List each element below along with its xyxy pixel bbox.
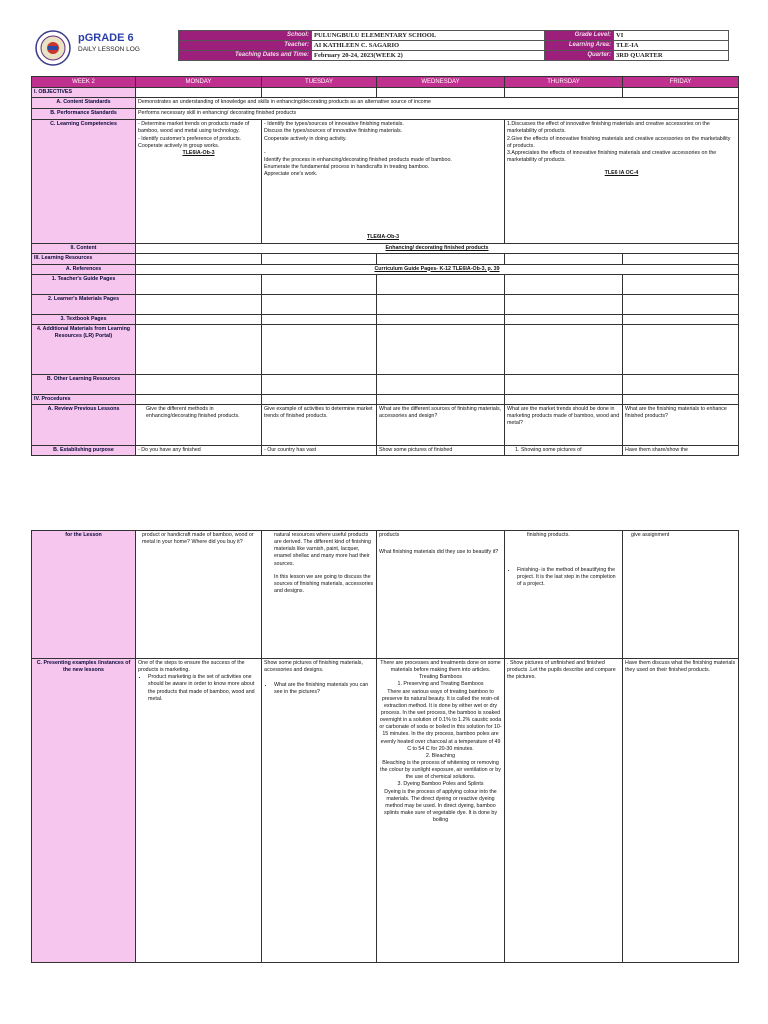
quarter-label: Quarter:: [545, 51, 614, 61]
col-week: WEEK 2: [32, 77, 136, 88]
references-text: Curriculum Guide Pages- K-12 TLE6IA-Ob-3, p. 39: [136, 264, 739, 274]
presenting-thursday: . Show pictures of unfinished and finished products .Let the pupils describe and compare the pictures.: [505, 659, 623, 963]
purpose-thursday: 1. Showing some pictures of: [505, 445, 623, 455]
header-info-table: [178, 30, 729, 61]
content-standards-text: Demonstrates an understanding of knowledge and skills in enhancing/decorating products as an alternative source of income: [136, 98, 739, 109]
purpose-monday-continued: product or handicraft made of bamboo, wood or metal in your home? Where did you buy it?: [136, 531, 262, 659]
teachers-guide-label: 1. Teacher's Guide Pages: [32, 274, 136, 294]
presenting-monday-item: • Product marketing is the set of activities one should be aware in order to know more about the products that made of bamboo, wood and metal.: [148, 674, 259, 703]
presenting-monday: [136, 659, 262, 963]
purpose-label-continued: for the Lesson: [32, 531, 136, 659]
presenting-friday: Have them discuss what the finishing materials they used on their finished products.: [623, 659, 739, 963]
col-tuesday: TUESDAY: [262, 77, 377, 88]
grade-level-label: Grade Level:: [545, 31, 614, 41]
purpose-wednesday-text: products: [379, 532, 400, 538]
content-text: Enhancing/ decorating finished products: [136, 244, 739, 254]
learning-resources-heading: III. Learning Resources: [32, 254, 136, 264]
purpose-thursday-definition: • Finishing- is the method of beautifying the project. It is the last step in the completion of a project.: [517, 567, 620, 588]
presenting-tuesday: [262, 659, 377, 963]
lesson-log-table-continued: [31, 530, 739, 963]
purpose-wednesday-text-2: What finishing materials did they use to beautify it?: [379, 549, 499, 556]
teaching-dates-label: Teaching Dates and Time:: [179, 51, 312, 61]
deped-seal-icon: [35, 30, 71, 66]
learning-area-label: Learning Area:: [545, 41, 614, 51]
purpose-thursday-text: finishing products.: [527, 532, 570, 538]
purpose-wednesday-continued: [377, 531, 505, 659]
review-thursday: What are the market trends should be done in marketing products made of bamboo, wood and metal?: [505, 404, 623, 445]
performance-standards-text: Performs necessary skill in enhancing/ decorating finished products: [136, 109, 739, 120]
purpose-tuesday: - Our country has vast: [262, 445, 377, 455]
content-label: II. Content: [32, 244, 136, 254]
review-friday: What are the finishing materials to enhance finished products?: [623, 404, 739, 445]
daily-lesson-log-label: DAILY LESSON LOG: [78, 46, 140, 53]
competency-monday-text: - Determine market trends on products made of bamboo, wood and metal using technology. - Identify customer's preference of products. Cooperate actively in group works.: [138, 121, 250, 149]
review-monday: Give the different methods in enhancing/decorating finished products.: [136, 404, 262, 445]
establishing-purpose-label: B. Establishing purpose: [32, 445, 136, 455]
col-wednesday: WEDNESDAY: [377, 77, 505, 88]
teacher-label: Teacher:: [179, 41, 312, 51]
review-tuesday: Give example of activities to determine market trends of finished products.: [262, 404, 377, 445]
purpose-tuesday-continued: [262, 531, 377, 659]
presenting-wednesday: There are processes and treatments done on some materials before making them into articles. Treating Bamboos 1. Preserving and Treating Bamboos There are various ways of treating bamboo to preserve its natural beauty. It is called the resin-oil extraction method. It is done by either wet or dry process. In the wet process, the bamboo is soaked overnight in a solution of 0.1% to 1.2% caustic soda or carbonate of soda or boiled in this solution for 10-15 minutes. In the dry process, bamboo poles are evenly heated over charcoal at a temperature of 49 C to 54 C for 20-30 minutes. 2. Bleaching Bleaching is the process of whitening or removing the colour by sunlight exposure, air ventilation or by the use of chemical solutions. 3. Dyeing Bamboo Poles and Splints Dyeing is the process of applying colour into the materials. The direct dyeing or reactive dyeing method may be used. In direct dyeing, bamboo splints make sure of vegetable dye. It is done by boiling: [377, 659, 505, 963]
competency-thursday-text: 1.Discusses the effect of innovative finishing materials and creative accessories on the marketability of products. 2.Give the effects of innovative finishing materials and creative accessories on the marketability of products. 3.Appreciates the effects of innovative finishing materials and creative accessories on the marketability of products.: [507, 121, 731, 163]
col-monday: MONDAY: [136, 77, 262, 88]
performance-standards-label: B. Performance Standards: [32, 109, 136, 120]
competency-monday: [136, 120, 262, 244]
presenting-examples-label: C. Presenting examples /instances of the new lessons: [32, 659, 136, 963]
review-lessons-label: A. Review Previous Lessons: [32, 404, 136, 445]
learners-materials-label: 2. Learner's Materials Pages: [32, 294, 136, 314]
lesson-log-table: [31, 76, 739, 456]
learning-area-value: TLE-IA: [614, 41, 729, 51]
textbook-pages-label: 3. Textbook Pages: [32, 314, 136, 324]
school-value: PULUNGBULU ELEMENTARY SCHOOL: [312, 31, 545, 41]
competency-monday-code: TLE6IA-Ob-3: [182, 149, 215, 156]
teacher-value: AI KATHLEEN C. SAGARIO: [312, 41, 545, 51]
grade-title: pGRADE 6: [78, 32, 134, 44]
purpose-thursday-continued: [505, 531, 623, 659]
references-label: A. References: [32, 264, 136, 274]
presenting-tuesday-text: Show some pictures of finishing materials, accessories and designs.: [264, 660, 363, 674]
presenting-monday-text: One of the steps to ensure the success of the products is marketing.: [138, 660, 245, 674]
grade-level-value: VI: [614, 31, 729, 41]
learning-competencies-label: C. Learning Competencies: [32, 120, 136, 244]
purpose-tuesday-item-2: In this lesson we are going to discuss the sources of finishing materials, accessories and designs.: [274, 573, 374, 594]
competency-tuesday-wednesday: [262, 120, 505, 244]
competency-tuesday-code: TLE6IA-Ob-3: [366, 234, 400, 241]
competency-thursday-code: TLE6 IA OC-4: [604, 170, 639, 177]
other-resources-label: B. Other Learning Resources: [32, 374, 136, 394]
school-label: School:: [179, 31, 312, 41]
purpose-wednesday: Show some pictures of finished: [377, 445, 505, 455]
purpose-friday-continued: give assignment: [623, 531, 739, 659]
additional-materials-label: 4. Additional Materials from Learning Resources (LR) Portal): [32, 324, 136, 374]
col-thursday: THURSDAY: [505, 77, 623, 88]
objectives-heading: I. OBJECTIVES: [32, 88, 136, 98]
content-standards-label: A. Content Standards: [32, 98, 136, 109]
purpose-friday: Have them share/show the: [623, 445, 739, 455]
presenting-tuesday-item: • What are the finishing materials you can see in the pictures?: [274, 682, 374, 696]
col-friday: FRIDAY: [623, 77, 739, 88]
competency-tuesday-text: - Identify the types/sources of innovative finishing materials. Discuss the types/sources of innovative finishing materials. Cooperate actively in doing activity. - Identify the process in enhancing/decorating finished products made of bamboo. Enumerate the fundamental process in handicrafts in treating bamboo. Appreciate one's work.: [264, 121, 452, 178]
review-wednesday: What are the different sources of finishing materials, accessories and design?: [377, 404, 505, 445]
teaching-dates-value: February 20-24, 2023(WEEK 2): [312, 51, 545, 61]
procedures-heading: IV. Procedures: [32, 394, 136, 404]
competency-thursday-friday: [505, 120, 739, 244]
purpose-tuesday-item: natural resources where useful products are derived. The different kind of finishing materials like varnish, paint, lacquer, enamel shellac and many more had their sources.: [274, 532, 371, 567]
purpose-monday: - Do you have any finished: [136, 445, 262, 455]
quarter-value: 3RD QUARTER: [614, 51, 729, 61]
